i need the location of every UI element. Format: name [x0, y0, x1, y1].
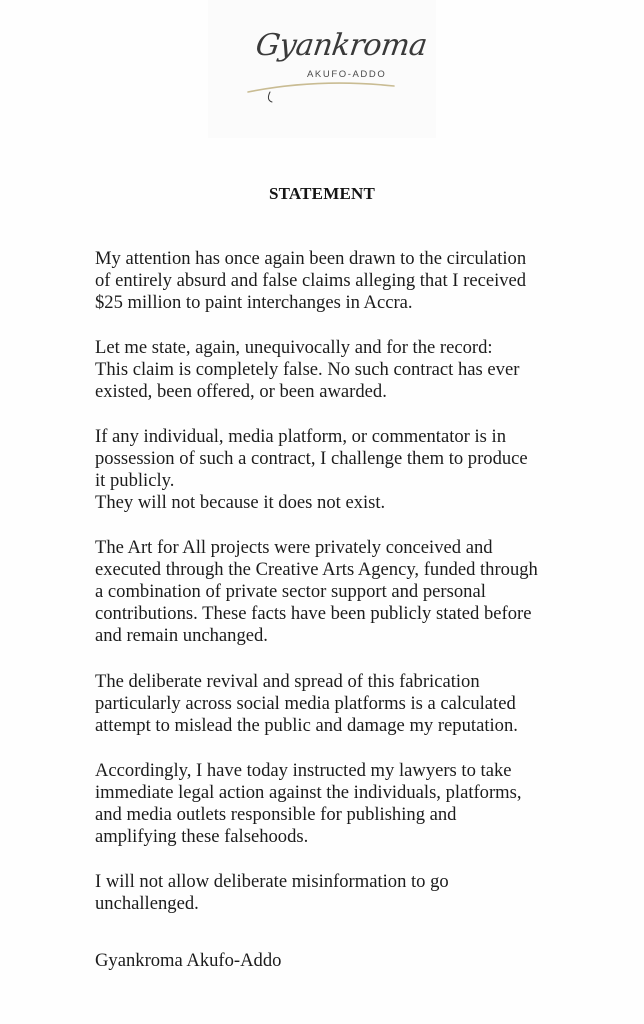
- paragraph-line: it publicly.: [95, 470, 175, 491]
- paragraph-line: I will not allow deliberate misinformation to go: [95, 871, 449, 892]
- logo-flourish: [268, 92, 272, 102]
- paragraph-line: unchallenged.: [95, 893, 199, 914]
- logo-subtitle: AKUFO-ADDO: [307, 69, 387, 80]
- paragraph-line: They will not because it does not exist.: [95, 492, 386, 513]
- signature: Gyankroma Akufo-Addo: [95, 950, 282, 971]
- paragraph-line: of entirely absurd and false claims alleging that I received: [95, 270, 527, 291]
- paragraph-line: The Art for All projects were privately conceived and: [95, 537, 493, 558]
- paragraph: [95, 426, 635, 514]
- logo-script-name: Gyankroma: [253, 28, 430, 63]
- paragraph: [95, 248, 635, 314]
- paragraph: [95, 337, 635, 403]
- paragraph-line: executed through the Creative Arts Agency, funded through: [95, 559, 538, 580]
- paragraph: [95, 537, 635, 647]
- paragraph-line: If any individual, media platform, or commentator is in: [95, 426, 507, 447]
- paragraph-line: attempt to mislead the public and damage my reputation.: [95, 715, 518, 736]
- paragraph-line: possession of such a contract, I challenge them to produce: [95, 448, 528, 469]
- paragraph-line: particularly across social media platforms is a calculated: [95, 693, 516, 714]
- paragraph-line: and remain unchanged.: [95, 625, 268, 646]
- paragraph-line: contributions. These facts have been publicly stated before: [95, 603, 532, 624]
- statement-heading: STATEMENT: [268, 184, 376, 203]
- paragraph: [95, 760, 635, 848]
- paragraph-line: $25 million to paint interchanges in Accra.: [95, 292, 413, 313]
- paragraph-line: and media outlets responsible for publishing and: [95, 804, 457, 825]
- paragraph-line: existed, been offered, or been awarded.: [95, 381, 387, 402]
- paragraph-line: immediate legal action against the individuals, platforms,: [95, 782, 522, 803]
- paragraph-line: The deliberate revival and spread of this fabrication: [95, 671, 480, 692]
- paragraph-line: This claim is completely false. No such contract has ever: [95, 359, 520, 380]
- paragraph-line: amplifying these falsehoods.: [95, 826, 309, 847]
- letterhead-logo: [208, 0, 436, 138]
- paragraph: [95, 871, 635, 915]
- paragraph-line: Let me state, again, unequivocally and for the record:: [95, 337, 493, 358]
- paragraph-line: Accordingly, I have today instructed my lawyers to take: [95, 760, 512, 781]
- statement-body: [95, 248, 635, 938]
- paragraph-line: a combination of private sector support and personal: [95, 581, 486, 602]
- logo-swoosh: [248, 83, 394, 92]
- paragraph-line: My attention has once again been drawn to the circulation: [95, 248, 527, 269]
- paragraph: [95, 671, 635, 737]
